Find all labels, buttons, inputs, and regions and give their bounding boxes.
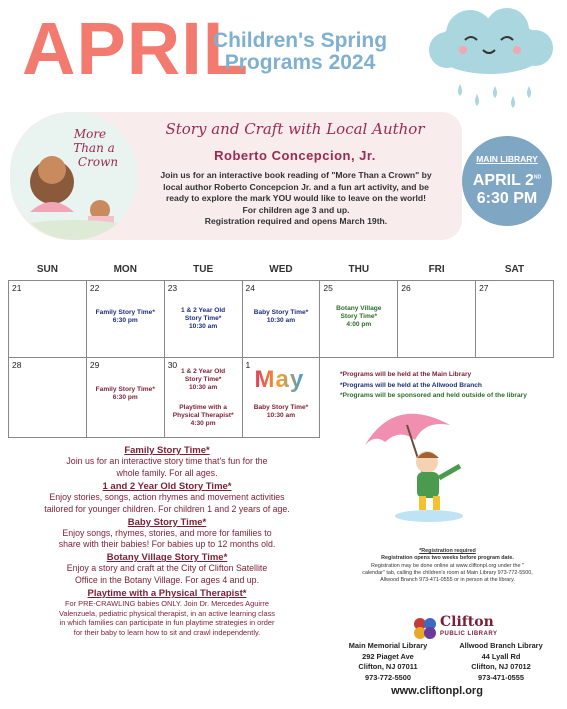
calendar-cell [9,357,87,437]
day-number: 29 [89,359,100,370]
event-toddler-story-time [165,368,242,393]
calendar-cell [476,280,554,357]
calendar-cell [164,280,242,357]
date-badge [462,136,552,226]
desc-line: local author Roberto Concepcion Jr. and a fun art activity, and be [163,181,429,192]
event-name: Story Time* [184,375,222,383]
main-library-address [338,641,438,684]
program-desc-line: Valenzuela, pediatric physical therapist, in an active learning class [59,608,275,618]
calendar-cell [242,280,320,357]
address-city: Clifton, NJ 07012 [471,662,531,672]
event-name: 1 & 2 Year Old [180,306,226,314]
website-link[interactable]: www.cliftonpl.org [391,685,483,697]
calendar-cell [9,280,87,357]
program-desc-line: share with their babies! For babies up to 12 months old. [58,539,276,550]
program-desc-line: Enjoy songs, rhymes, stories, and more for families to [62,527,272,538]
event-toddler-story-time [165,307,242,332]
weekday-header-row [9,260,554,280]
calendar-cell [398,280,476,357]
registration-line: Allwood Branch 973-471-0555 or in person at the library. [380,577,515,584]
program-desc-line: for their baby to learn how to sit and crawl independently. [73,627,261,637]
address-phone: 973-772-5500 [364,673,412,683]
program-descriptions [22,444,312,639]
program-desc-line: Office in the Botany Village. For ages 4 and up. [74,575,260,586]
day-number: 21 [12,282,22,293]
event-time: 10:30 am [188,383,218,391]
badge-date-text: APRIL 2 [472,172,534,189]
title-line-1: Children's Spring [212,29,388,52]
event-name: Playtime with a [179,403,227,411]
program-desc-line: For PRE-CRAWLING babies ONLY. Join Dr. Mercedes Aguirre [65,599,269,608]
legend-outside: *Programs will be sponsored and held outside of the library [340,392,527,400]
event-time: 4:00 pm [346,320,372,328]
desc-line: Registration required and opens March 19th. [204,216,388,227]
event-botany-village-story-time [320,305,397,330]
desc-line: ready to explore the mark YOU would like to leave on the world! [165,193,427,204]
event-name: Botany Village [336,304,382,312]
may-text: May [254,365,305,393]
badge-location: MAIN LIBRARY [476,154,538,164]
program-heading: Family Story Time* [124,445,210,456]
event-time: 4:30 pm [190,419,216,427]
program-description [22,528,312,552]
calendar-cell [164,357,242,437]
month-heading: APRIL [22,7,249,90]
registration-line: Registration opens two weeks before program date. [381,555,514,562]
book-title-2: Than a [73,141,115,155]
weekday-header: THU [348,264,370,276]
badge-date [462,172,552,207]
program-description [22,456,312,480]
weekday-header: SAT [504,264,525,276]
calendar-cell [86,280,164,357]
registration-note [340,548,555,584]
page-title [200,30,400,74]
featured-event-title: Story and Craft with Local Author [165,120,425,138]
event-time: 6:30 pm [112,316,138,324]
book-title-3: Crown [77,155,119,169]
event-physical-therapist [165,404,242,429]
program-heading: Botany Village Story Time* [106,552,228,564]
calendar-cell [86,357,164,437]
day-number: 26 [401,282,411,293]
address-name: Allwood Branch Library [459,641,543,650]
program-desc-line: Enjoy stories, songs, action rhymes and movement activities [49,491,285,502]
featured-description [140,170,452,228]
event-name: Physical Therapist* [172,411,234,419]
rain-cloud-icon [415,6,565,116]
weekday-header: SUN [36,264,58,276]
weekday-header: MON [113,264,137,276]
program-heading: 1 and 2 Year Old Story Time* [102,480,232,492]
calendar-cell [320,280,398,357]
event-baby-story-time [243,309,320,325]
program-heading: Playtime with a Physical Therapist* [87,588,247,599]
day-number: 1 [245,359,251,370]
day-number: 28 [12,359,22,370]
program-description [22,492,312,516]
event-family-story-time [87,386,164,402]
program-desc-line: whole family. For all ages. [116,467,218,478]
address-city: Clifton, NJ 07011 [358,662,418,672]
desc-line: For children age 3 and up. [242,204,350,215]
address-phone: 973-471-0555 [477,673,525,683]
program-desc-line: in which families can participate in fun playtime strategies in order [59,618,275,628]
event-time: 10:30 am [266,411,296,419]
registration-line: Registration may be done online at www.cliftonpl.org under the " [371,562,524,569]
event-name: Baby Story Time* [253,403,309,411]
program-description [22,563,312,587]
logo-name: Clifton [440,614,494,630]
weekday-header: WED [269,264,293,276]
event-family-story-time [87,309,164,325]
registration-heading: *Registration required [419,548,476,554]
desc-line: Join us for an interactive book reading of "More Than a Crown" by [160,170,432,180]
event-time: 10:30 am [188,322,218,330]
branch-library-address [446,641,556,684]
address-street: 292 Piaget Ave [362,651,414,661]
event-time: 6:30 pm [112,393,138,401]
event-name: Family Story Time* [95,308,155,316]
calendar-cell [242,357,320,437]
location-legend [340,370,527,402]
logo-subtitle: PUBLIC LIBRARY [440,631,498,637]
calendar-week-row [9,280,554,357]
event-baby-story-time [243,404,320,420]
legend-allwood: *Programs will be held at the Allwood Branch [340,381,482,389]
badge-date-suffix: ND [533,174,542,181]
legend-main: *Programs will be held at the Main Library [340,371,472,378]
event-name: 1 & 2 Year Old [180,367,226,375]
program-heading: Baby Story Time* [127,516,207,528]
day-number: 30 [167,359,178,370]
may-label [255,366,305,394]
day-number: 23 [167,282,178,293]
day-number: 25 [323,282,333,293]
registration-line: calendar" tab, calling the children's room at Main Library 973-772-5500, [362,569,533,576]
event-name: Story Time* [340,312,378,320]
weekday-header: TUE [193,264,214,276]
featured-author: Roberto Concepcion, Jr. [214,148,376,163]
book-title-1: More [73,127,107,141]
day-number: 27 [479,282,489,293]
address-name: Main Memorial Library [348,641,428,650]
event-time: 10:30 am [266,316,296,324]
book-cover-image [10,112,138,240]
day-number: 24 [245,282,255,293]
program-description [22,599,312,638]
book-illustration [10,112,138,240]
day-number: 22 [89,282,100,293]
girl-umbrella-illustration [355,400,495,525]
program-desc-line: tailored for younger children. For children 1 and 2 years of age. [44,503,290,514]
program-desc-line: Join us for an interactive story time that's fun for the [66,456,268,466]
title-line-2: Programs 2024 [224,51,376,75]
event-name: Family Story Time* [95,385,155,393]
event-name: Story Time* [184,314,222,322]
address-street: 44 Lyall Rd [481,651,521,661]
weekday-header: FRI [428,264,445,276]
library-logo [412,616,502,640]
program-desc-line: Enjoy a story and craft at the City of Clifton Satellite [66,563,268,574]
logo-icon [412,616,438,640]
badge-time: 6:30 PM [476,189,538,207]
event-name: Baby Story Time* [253,308,309,316]
